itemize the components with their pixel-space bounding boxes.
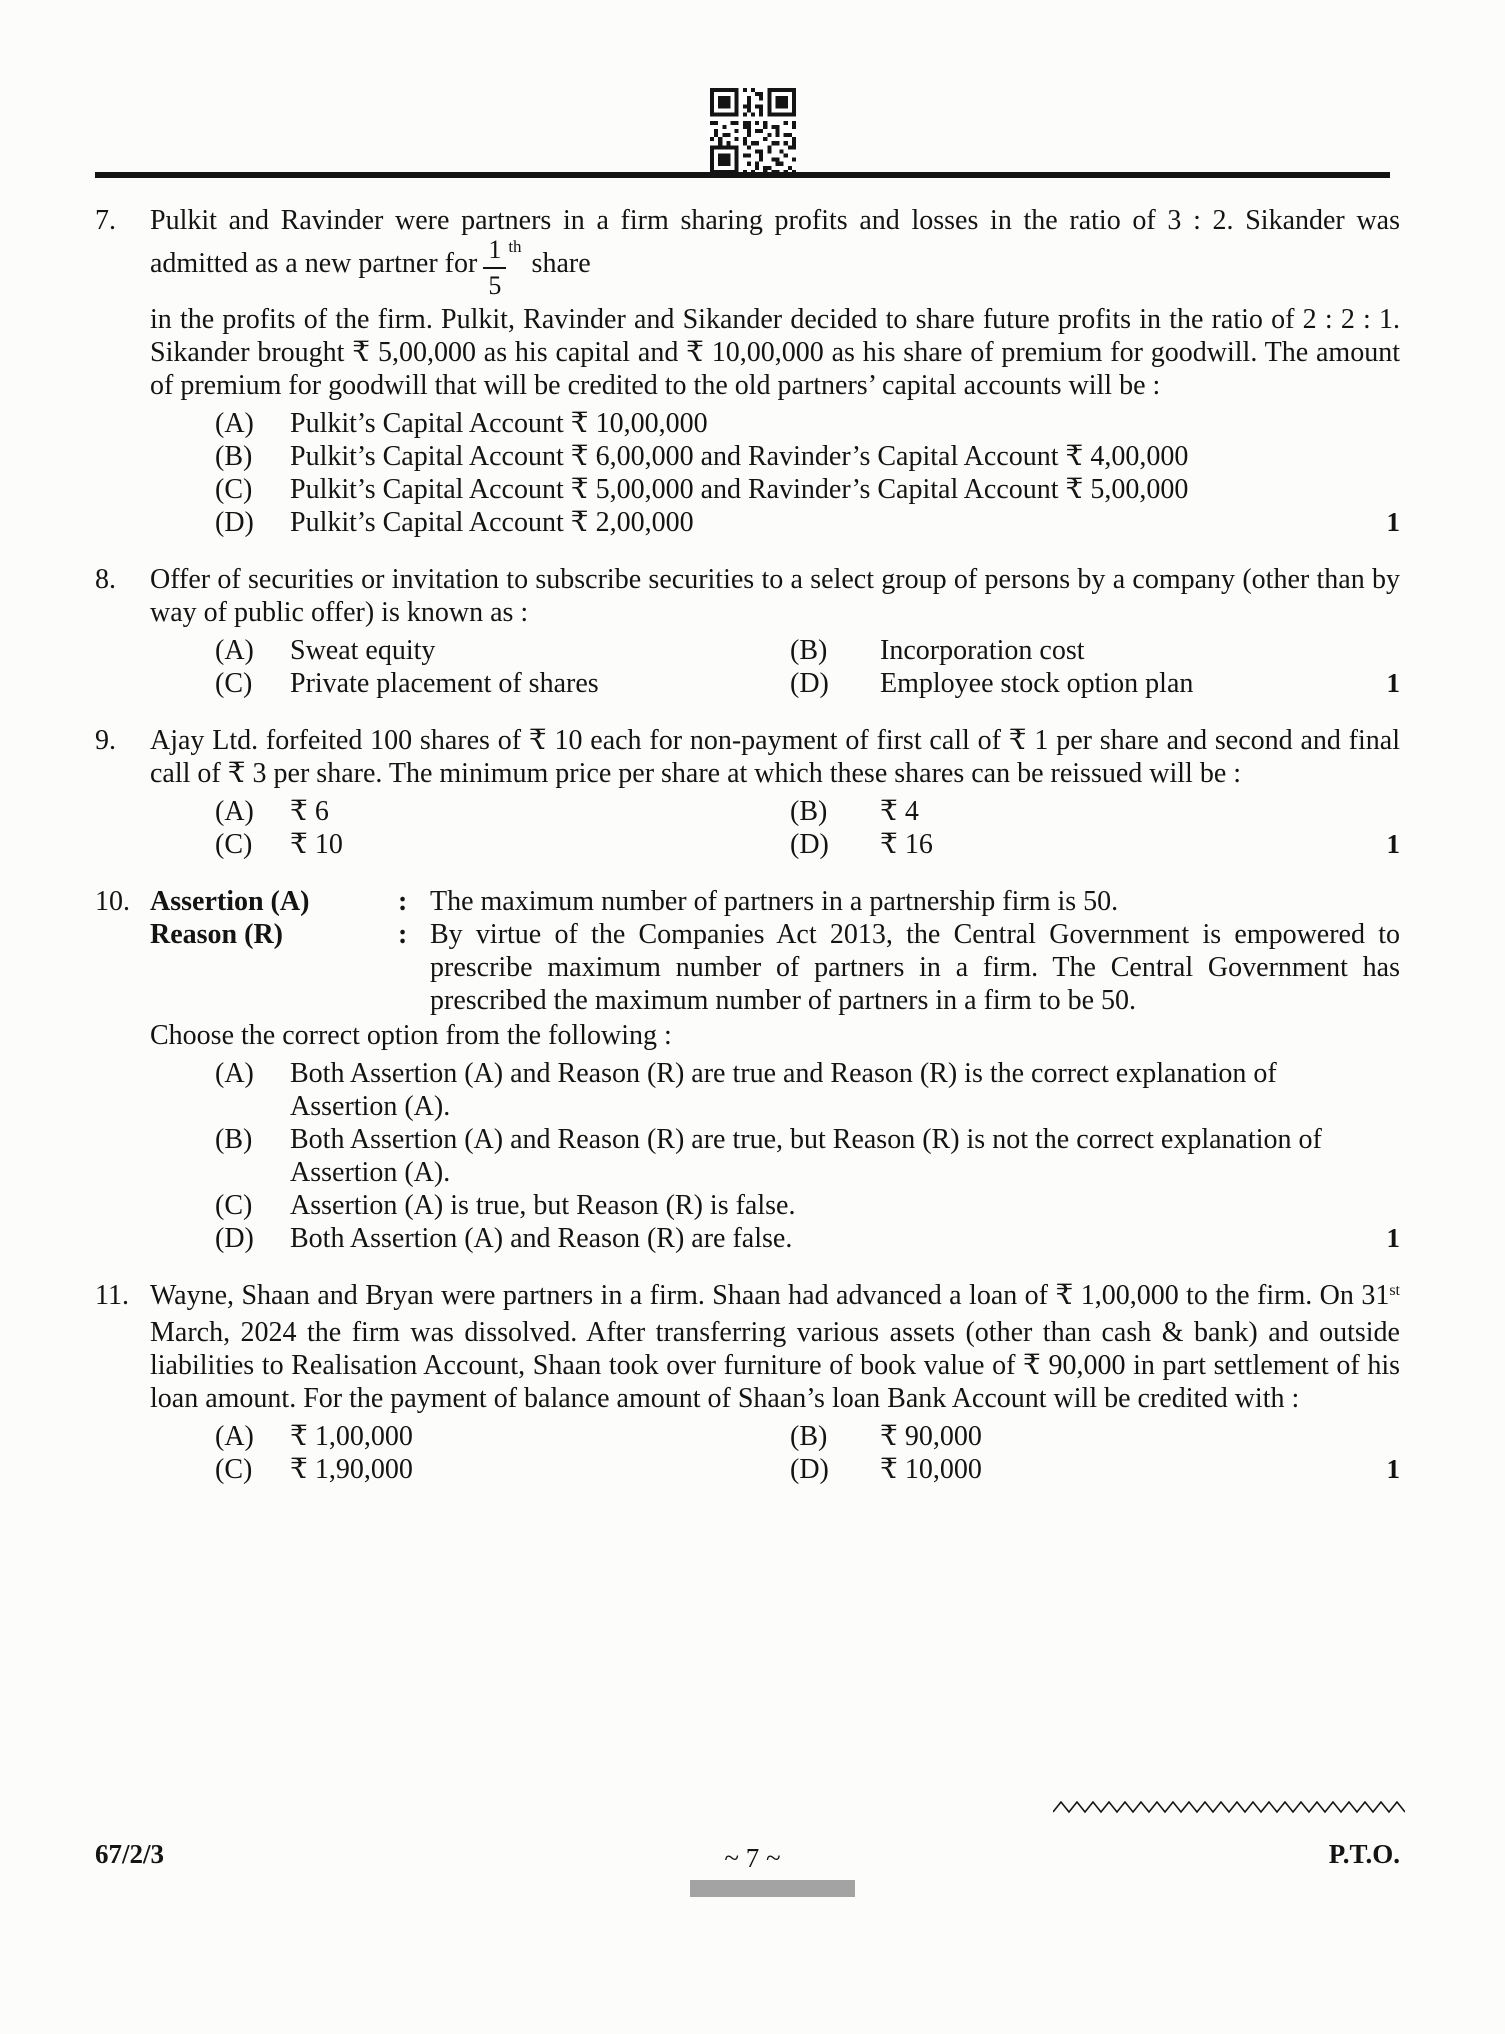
questions-area [95,204,1400,1510]
option-text: Both Assertion (A) and Reason (R) are true and Reason (R) is the correct explanation of Assertion (A). [290,1058,1277,1122]
question-text-part2: March, 2024 the firm was dissolved. After transferring various assets (other than cash & bank) and outside liabilities to Realisation Account, Shaan took over furniture of book value of ₹ 90,000 in part settlement of his loan amount. For the payment of balance amount of Shaan’s loan Bank Account will be credited with : [150,1317,1400,1414]
option-label: (B) [215,1124,253,1155]
marks-badge [1340,1123,1400,1189]
squiggle-line [1053,1801,1405,1817]
option-row [215,407,1400,440]
option-text: ₹ 1,00,000 [290,1421,413,1452]
marks-badge [1340,407,1400,440]
option-label: (C) [215,1190,253,1221]
option-label: (A) [215,635,254,666]
option-label: (D) [215,507,254,538]
options-list [215,634,1400,700]
option-row [215,795,1400,828]
option-row [215,667,1400,700]
question-number: 8. [95,564,116,595]
question-number: 10. [95,886,130,917]
marks-badge [1340,1057,1400,1123]
option-label: (C) [215,1454,253,1485]
reason-colon: : [398,919,408,950]
question-number: 9. [95,725,116,756]
marks-badge [1340,634,1400,667]
marks-badge: 1 [1386,668,1400,698]
option-label: (D) [215,1223,254,1254]
question-number: 7. [95,205,116,236]
question-text [150,204,1400,299]
marks-badge [1340,440,1400,473]
marks-badge [1340,1420,1400,1453]
choose-option-text: Choose the correct option from the following : [150,1020,672,1051]
option-text: Pulkit’s Capital Account ₹ 10,00,000 [290,408,708,439]
option-row [215,1123,1400,1189]
assertion-row [150,885,1400,918]
option-text: ₹ 1,90,000 [290,1454,413,1485]
option-label: (B) [790,796,828,827]
option-text: Employee stock option plan [880,668,1194,699]
options-list [215,1420,1400,1486]
fraction-ordinal: th [508,237,522,256]
paper-code: 67/2/3 [95,1839,165,1869]
question-text: Offer of securities or invitation to subscribe securities to a select group of persons by a company (other than by way of public offer) is known as : [150,564,1400,628]
option-text: Pulkit’s Capital Account ₹ 5,00,000 and Ravinder’s Capital Account ₹ 5,00,000 [290,474,1189,505]
question-text: Ajay Ltd. forfeited 100 shares of ₹ 10 each for non-payment of first call of ₹ 1 per share and second and final call of ₹ 3 per share. The minimum price per share at which these shares can be reissued will be : [150,725,1400,789]
option-text: ₹ 10 [290,829,343,860]
option-text: Sweat equity [290,635,436,666]
option-label: (C) [215,474,253,505]
ordinal-superscript: st [1389,1282,1400,1299]
assertion-colon: : [398,886,408,917]
option-label: (A) [215,1058,254,1089]
option-label: (D) [790,668,829,699]
reason-row [150,918,1400,1017]
assertion-text: The maximum number of partners in a partnership firm is 50. [430,886,1119,917]
option-row [215,1453,1400,1486]
option-text: Pulkit’s Capital Account ₹ 6,00,000 and Ravinder’s Capital Account ₹ 4,00,000 [290,441,1189,472]
marks-badge: 1 [1386,1223,1400,1253]
question-text-part1: Pulkit and Ravinder were partners in a firm sharing profits and losses in the ratio of 3 : 2. Sikander was admitted as a new partner for [150,205,1400,279]
question-text [150,1279,1400,1415]
qr-code-image [710,88,796,174]
option-label: (A) [215,1421,254,1452]
marks-badge [1340,473,1400,506]
option-row [215,828,1400,861]
marks-badge: 1 [1386,507,1400,537]
option-text: Both Assertion (A) and Reason (R) are true, but Reason (R) is not the correct explanation of Assertion (A). [290,1124,1322,1188]
option-text: ₹ 10,000 [880,1454,982,1485]
option-label: (C) [215,668,253,699]
marks-badge [1340,795,1400,828]
reason-text: By virtue of the Companies Act 2013, the Central Government is empowered to prescribe maximum number of partners in a firm. The Central Government has prescribed the maximum number of partners in a firm to be 50. [430,919,1400,1016]
question-10 [95,885,1400,1255]
option-text: Incorporation cost [880,635,1085,666]
options-list [215,407,1400,539]
option-row [215,634,1400,667]
question-8 [95,563,1400,700]
option-label: (D) [790,1454,829,1485]
option-text: ₹ 6 [290,796,329,827]
option-label: (A) [215,796,254,827]
assertion-label: Assertion (A) [150,886,310,917]
option-row [215,1057,1400,1123]
option-label: (B) [790,1421,828,1452]
option-row [215,440,1400,473]
question-text-part1: Wayne, Shaan and Bryan were partners in a firm. Shaan had advanced a loan of ₹ 1,00,000 to the firm. On 31 [150,1280,1390,1311]
question-text-part2: share [531,248,591,279]
option-label: (D) [790,829,829,860]
marks-badge: 1 [1386,1454,1400,1484]
option-text: Private placement of shares [290,668,599,699]
option-text: ₹ 90,000 [880,1421,982,1452]
option-text: Both Assertion (A) and Reason (R) are false. [290,1223,793,1254]
question-11 [95,1279,1400,1486]
option-text: Assertion (A) is true, but Reason (R) is false. [290,1190,796,1221]
option-row [215,1189,1400,1222]
option-label: (C) [215,829,253,860]
option-label: (B) [215,441,253,472]
option-text: ₹ 4 [880,796,919,827]
option-row [215,1420,1400,1453]
fraction-one-fifth: $\frac{1}{5}$ [483,237,506,299]
marks-badge: 1 [1386,829,1400,859]
marks-badge [1340,1189,1400,1222]
question-number: 11. [95,1280,129,1311]
question-9 [95,724,1400,861]
reason-label: Reason (R) [150,919,283,950]
question-text-part3: in the profits of the firm. Pulkit, Ravinder and Sikander decided to share future profits in the ratio of 2 : 2 : 1. Sikander brought ₹ 5,00,000 as his capital and ₹ 10,00,000 as his share of premium for goodwill. The amount of premium for goodwill that will be credited to the old partners’ capital accounts will be : [150,304,1400,401]
page-number: ~ 7 ~ [724,1843,781,1873]
option-row [215,1222,1400,1255]
option-row [215,506,1400,539]
options-list [215,795,1400,861]
page-number-underline-bar [690,1880,855,1897]
option-text: ₹ 16 [880,829,933,860]
option-row [215,473,1400,506]
option-label: (B) [790,635,828,666]
header-rule [95,172,1390,178]
options-list [215,1057,1400,1255]
option-text: Pulkit’s Capital Account ₹ 2,00,000 [290,507,694,538]
pto-label: P.T.O. [1328,1839,1400,1869]
option-label: (A) [215,408,254,439]
question-7 [95,204,1400,539]
